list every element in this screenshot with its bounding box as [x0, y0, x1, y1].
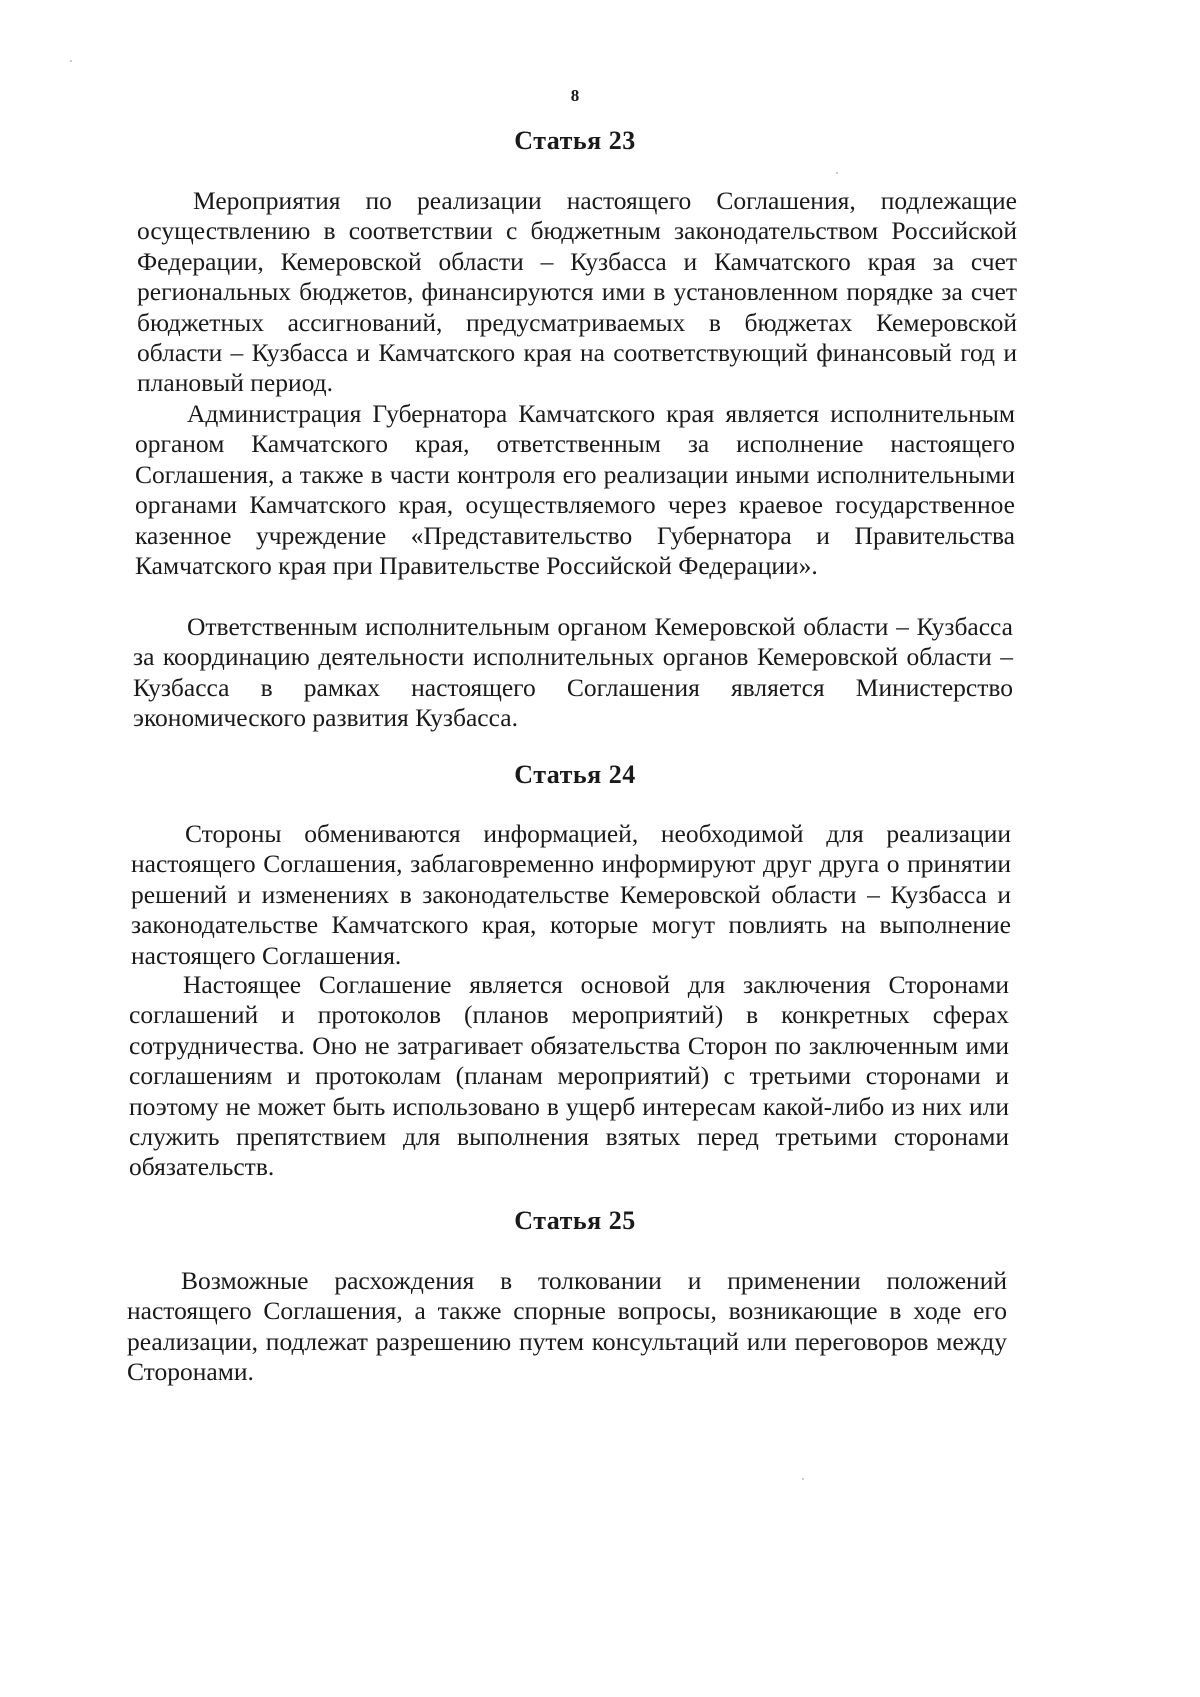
article-heading: Статья 24 [514, 760, 636, 789]
paragraph: Мероприятия по реализации настоящего Соглашения, подлежащие осуществлению в соответствии с бюджетным законодательством Российской Федерации, Кемеровской области – Кузбасса и Камчатского края за счет региональных бюджетов, финансируются ими в установленном порядке за счет бюджетных ассигнований, предусматриваемых в бюджетах Кемеровской области – Кузбасса и Камчатского края на соответствующий финансовый год и плановый период. [137, 186, 1017, 398]
article-heading: Статья 23 [514, 126, 636, 155]
paragraph: Стороны обмениваются информацией, необходимой для реализации настоящего Соглашения, заблаговременно информируют друг друга о принятии решений и изменениях в законодательстве Кемеровской области – Кузбасса и законодательстве Камчатского края, которые могут повлиять на выполнение настоящего Соглашения. [131, 819, 1011, 970]
scan-speck [802, 1478, 804, 1480]
paragraph: Возможные расхождения в толковании и применении положений настоящего Соглашения, а также спорные вопросы, возникающие в ходе его реализации, подлежат разрешению путем консультаций или переговоров между Сторонами. [127, 1266, 1007, 1387]
article-heading: Статья 25 [514, 1206, 636, 1235]
paragraph: Настоящее Соглашение является основой для заключения Сторонами соглашений и протоколов (планов мероприятий) в конкретных сферах сотрудничества. Оно не затрагивает обязательства Сторон по заключенным ими соглашениям и протоколам (планам мероприятий) с третьими сторонами и поэтому не может быть использовано в ущерб интересам какой-либо из них или служить препятствием для выполнения взятых перед третьими сторонами обязательств. [129, 970, 1009, 1182]
page-number: 8 [570, 86, 580, 105]
paragraph: Ответственным исполнительным органом Кемеровской области – Кузбасса за координацию деятельности исполнительных органов Кемеровской области – Кузбасса в рамках настоящего Соглашения является Министерство экономического развития Кузбасса. [133, 612, 1013, 733]
scan-speck [70, 60, 72, 62]
paragraph: Администрация Губернатора Камчатского края является исполнительным органом Камчатского края, ответственным за исполнение настоящего Соглашения, а также в части контроля его реализации иными исполнительными органами Камчатского края, осуществляемого через краевое государственное казенное учреждение «Представительство Губернатора и Правительства Камчатского края при Правительстве Российской Федерации». [135, 399, 1015, 581]
scan-speck [836, 172, 838, 174]
